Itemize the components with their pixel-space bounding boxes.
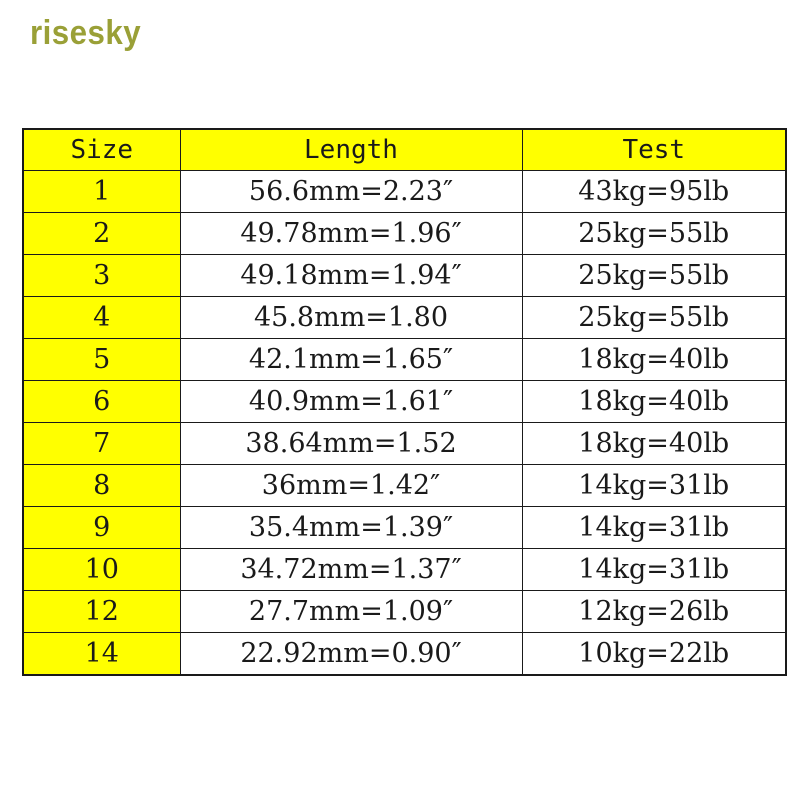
- length-cell: 42.1mm=1.65″: [180, 339, 522, 381]
- header-size: Size: [23, 129, 180, 171]
- size-cell: 14: [23, 633, 180, 676]
- table-row: [23, 423, 786, 465]
- size-cell: 12: [23, 591, 180, 633]
- test-cell: 14kg=31lb: [522, 507, 786, 549]
- length-cell: 49.18mm=1.94″: [180, 255, 522, 297]
- table-body: [23, 171, 786, 676]
- test-cell: 25kg=55lb: [522, 213, 786, 255]
- test-cell: 43kg=95lb: [522, 171, 786, 213]
- test-cell: 14kg=31lb: [522, 549, 786, 591]
- test-cell: 25kg=55lb: [522, 255, 786, 297]
- table-row: [23, 171, 786, 213]
- test-cell: 18kg=40lb: [522, 381, 786, 423]
- size-cell: 7: [23, 423, 180, 465]
- length-cell: 49.78mm=1.96″: [180, 213, 522, 255]
- length-cell: 38.64mm=1.52: [180, 423, 522, 465]
- table-row: [23, 381, 786, 423]
- length-cell: 35.4mm=1.39″: [180, 507, 522, 549]
- length-cell: 27.7mm=1.09″: [180, 591, 522, 633]
- size-cell: 4: [23, 297, 180, 339]
- table-row: [23, 255, 786, 297]
- table-row: [23, 549, 786, 591]
- length-cell: 34.72mm=1.37″: [180, 549, 522, 591]
- size-cell: 8: [23, 465, 180, 507]
- test-cell: 25kg=55lb: [522, 297, 786, 339]
- size-cell: 5: [23, 339, 180, 381]
- table-row: [23, 297, 786, 339]
- table-row: [23, 339, 786, 381]
- size-cell: 1: [23, 171, 180, 213]
- length-cell: 36mm=1.42″: [180, 465, 522, 507]
- table-row: [23, 633, 786, 676]
- risesky-watermark: risesky: [30, 14, 142, 52]
- length-cell: 56.6mm=2.23″: [180, 171, 522, 213]
- size-cell: 3: [23, 255, 180, 297]
- table-header-row: [23, 129, 786, 171]
- test-cell: 10kg=22lb: [522, 633, 786, 676]
- header-test: Test: [522, 129, 786, 171]
- size-cell: 6: [23, 381, 180, 423]
- test-cell: 18kg=40lb: [522, 423, 786, 465]
- length-cell: 40.9mm=1.61″: [180, 381, 522, 423]
- table-row: [23, 507, 786, 549]
- test-cell: 12kg=26lb: [522, 591, 786, 633]
- size-cell: 9: [23, 507, 180, 549]
- size-spec-table: [22, 128, 787, 676]
- table-row: [23, 591, 786, 633]
- length-cell: 22.92mm=0.90″: [180, 633, 522, 676]
- table-row: [23, 213, 786, 255]
- size-cell: 10: [23, 549, 180, 591]
- test-cell: 18kg=40lb: [522, 339, 786, 381]
- header-length: Length: [180, 129, 522, 171]
- test-cell: 14kg=31lb: [522, 465, 786, 507]
- size-cell: 2: [23, 213, 180, 255]
- table-row: [23, 465, 786, 507]
- length-cell: 45.8mm=1.80: [180, 297, 522, 339]
